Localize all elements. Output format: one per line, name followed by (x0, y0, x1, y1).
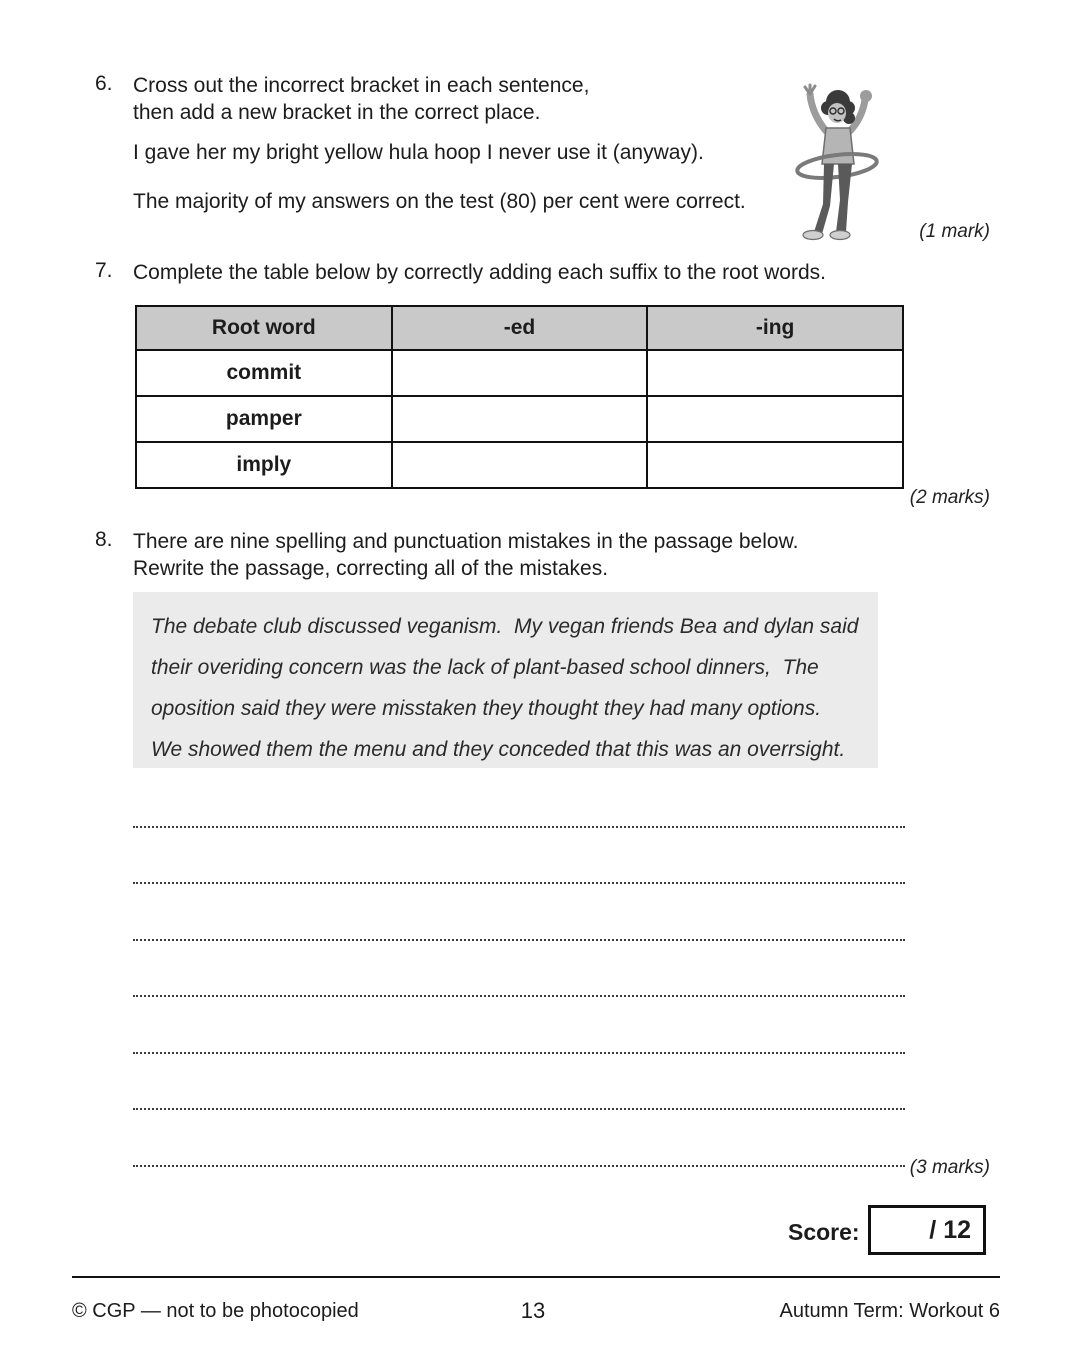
table-header-ed: -ed (392, 306, 648, 350)
answer-line (133, 941, 905, 998)
q8-answer-lines (133, 771, 905, 1167)
root-word-commit: commit (136, 350, 392, 396)
answer-line (133, 1054, 905, 1111)
footer-page-number: 13 (520, 1298, 546, 1323)
answer-line (133, 1110, 905, 1167)
q7-number: 7. (95, 259, 113, 282)
answer-cell-pamper-ed (392, 396, 648, 442)
table-header-row (136, 306, 903, 350)
q6-prompt (133, 72, 773, 126)
q8-prompt-line1: There are nine spelling and punctuation mistakes in the passage below. (133, 530, 799, 553)
table-row (136, 442, 903, 488)
score-box: / 12 (868, 1205, 986, 1255)
q6-marks: (1 mark) (919, 221, 990, 242)
passage-line-4: We showed them the menu and they conceded that this was an overrsight. (151, 738, 846, 761)
answer-cell-imply-ed (392, 442, 648, 488)
footer-copyright: © CGP — not to be photocopied (72, 1300, 359, 1322)
passage-line-1: The debate club discussed veganism. My vegan friends Bea and dylan said (151, 615, 859, 638)
hula-hoop-person-icon (788, 76, 888, 241)
table-header-root-word: Root word (136, 306, 392, 350)
suffix-table (135, 305, 904, 489)
q8-number: 8. (95, 528, 113, 551)
footer-workout-label: Autumn Term: Workout 6 (779, 1300, 1000, 1322)
root-word-imply: imply (136, 442, 392, 488)
q6-prompt-line1: Cross out the incorrect bracket in each sentence, (133, 74, 590, 97)
q6-number: 6. (95, 72, 113, 95)
q6-sentence-1: I gave her my bright yellow hula hoop I never use it (anyway). (133, 141, 704, 164)
score-label: Score: (788, 1219, 860, 1245)
passage-line-3: oposition said they were misstaken they thought they had many options. (151, 697, 822, 720)
hula-hoop-figure-illustration (788, 76, 888, 241)
q6-prompt-line2: then add a new bracket in the correct place. (133, 101, 541, 124)
answer-cell-pamper-ing (647, 396, 903, 442)
answer-line (133, 884, 905, 941)
root-word-pamper: pamper (136, 396, 392, 442)
answer-cell-commit-ing (647, 350, 903, 396)
q8-prompt-line2: Rewrite the passage, correcting all of the mistakes. (133, 557, 609, 580)
answer-line (133, 771, 905, 828)
answer-cell-commit-ed (392, 350, 648, 396)
footer-divider (72, 1276, 1000, 1278)
q8-passage-box (133, 592, 878, 768)
answer-line (133, 997, 905, 1054)
answer-line (133, 828, 905, 885)
answer-cell-imply-ing (647, 442, 903, 488)
q8-marks: (3 marks) (909, 1157, 990, 1178)
q7-prompt: Complete the table below by correctly adding each suffix to the root words. (133, 261, 826, 284)
q8-prompt (133, 528, 853, 582)
table-row (136, 396, 903, 442)
table-row (136, 350, 903, 396)
passage-line-2: their overiding concern was the lack of plant-based school dinners, The (151, 656, 819, 679)
table-header-ing: -ing (647, 306, 903, 350)
q6-sentence-2: The majority of my answers on the test (80) per cent were correct. (133, 190, 746, 213)
q7-marks: (2 marks) (909, 487, 990, 508)
